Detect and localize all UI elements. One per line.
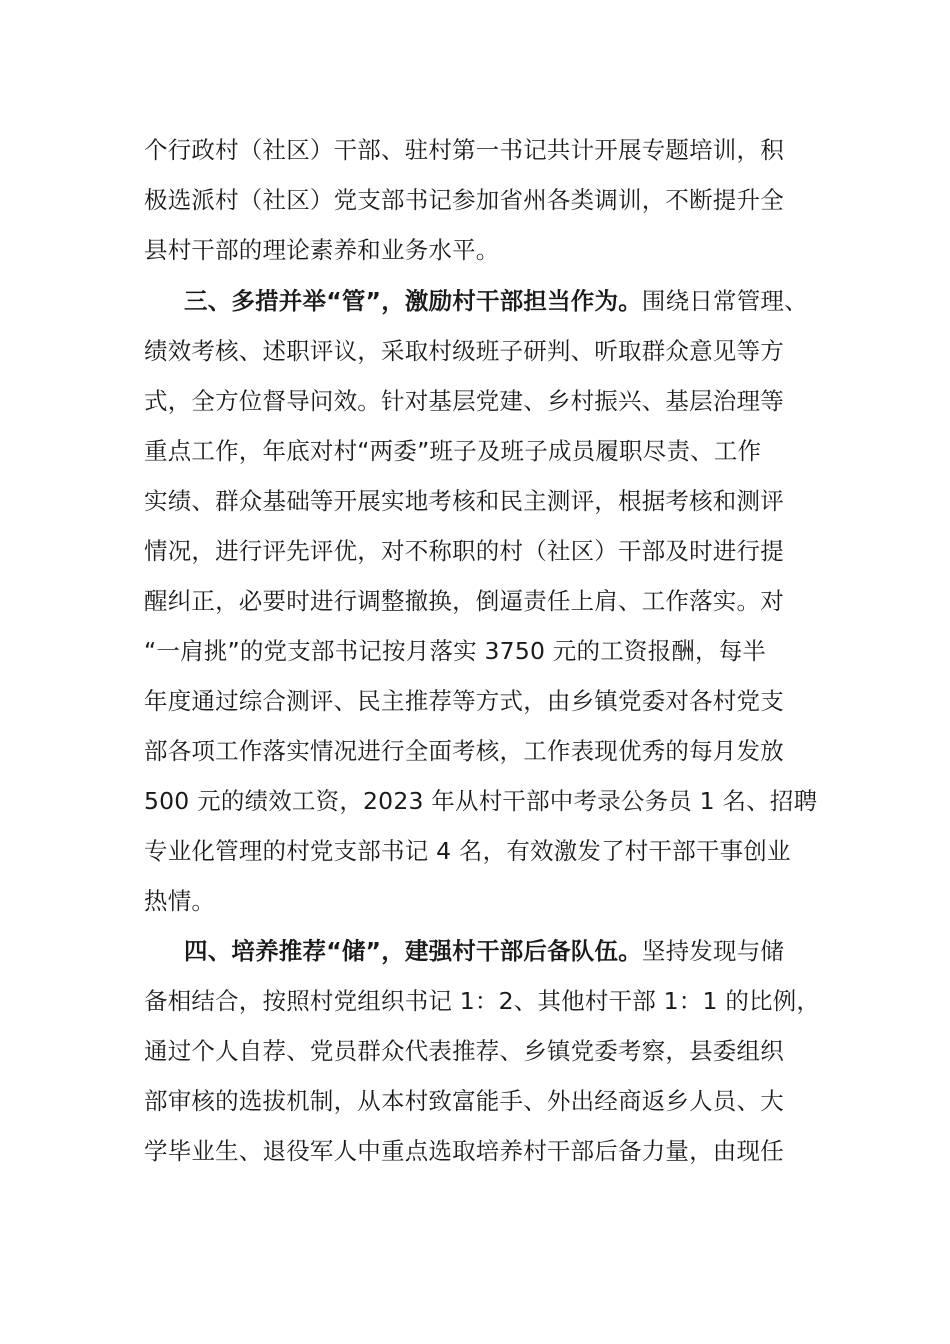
section-heading-line: [184, 276, 884, 326]
body-text-line: [144, 626, 844, 676]
body-text-line: [144, 826, 844, 876]
body-text-line: [144, 376, 844, 426]
body-text-line: [144, 876, 844, 926]
line-text: 500 元的绩效工资，2023 年从村干部中考录公务员 1 名、招聘: [144, 787, 818, 815]
line-text: 专业化管理的村党支部书记 4 名，有效激发了村干部干事创业: [144, 837, 791, 865]
line-text: 情况，进行评先评优，对不称职的村（社区）干部及时进行提: [144, 537, 784, 565]
line-text: 极选派村（社区）党支部书记参加省州各类调训，不断提升全: [144, 186, 784, 214]
body-text-line: [144, 576, 844, 626]
line-text: 热情。: [144, 887, 216, 915]
section-heading-three: 三、多措并举“管”，激励村干部担当作为。: [184, 287, 642, 315]
section-heading-four: 四、培养推荐“储”，建强村干部后备队伍。: [184, 937, 642, 965]
line-text: 个行政村（社区）干部、驻村第一书记共计开展专题培训，积: [144, 136, 784, 164]
body-text-line: [144, 1126, 844, 1176]
body-text-line: [144, 426, 844, 476]
line-text: “一肩挑”的党支部书记按月落实 3750 元的工资报酬，每半: [144, 637, 767, 665]
line-text: 县村干部的理论素养和业务水平。: [144, 236, 500, 264]
body-text-line: [144, 1026, 844, 1076]
line-text: 年度通过综合测评、民主推荐等方式，由乡镇党委对各村党支: [144, 687, 784, 715]
line-text: 式，全方位督导问效。针对基层党建、乡村振兴、基层治理等: [144, 387, 784, 415]
line-text: 重点工作，年底对村“两委”班子及班子成员履职尽责、工作: [144, 437, 762, 465]
line-text: 坚持发现与储: [641, 937, 785, 965]
line-text: 部各项工作落实情况进行全面考核，工作表现优秀的每月发放: [144, 737, 784, 765]
line-text: 通过个人自荐、党员群众代表推荐、乡镇党委考察，县委组织: [144, 1037, 784, 1065]
line-text: 醒纠正，必要时进行调整撤换，倒逼责任上肩、工作落实。对: [144, 587, 784, 615]
body-text-line: [144, 976, 844, 1026]
body-text-line: [144, 1076, 844, 1126]
line-text: 绩效考核、述职评议，采取村级班子研判、听取群众意见等方: [144, 337, 784, 365]
line-text: 实绩、群众基础等开展实地考核和民主测评，根据考核和测评: [144, 487, 784, 515]
body-text-line: [144, 326, 844, 376]
section-heading-line: [184, 926, 884, 976]
body-text-line: [144, 676, 844, 726]
line-text: 备相结合，按照村党组织书记 1：2、其他村干部 1：1 的比例，: [144, 987, 821, 1015]
body-text-line: [144, 776, 844, 826]
body-text-line: [144, 476, 844, 526]
line-text: 围绕日常管理、: [641, 287, 808, 315]
line-text: 部审核的选拔机制，从本村致富能手、外出经商返乡人员、大: [144, 1087, 784, 1115]
body-text-line: [144, 225, 844, 275]
body-text-line: [144, 125, 844, 175]
body-text-line: [144, 175, 844, 225]
body-text-line: [144, 726, 844, 776]
body-text-line: [144, 526, 844, 576]
line-text: 学毕业生、退役军人中重点选取培养村干部后备力量，由现任: [144, 1137, 784, 1165]
